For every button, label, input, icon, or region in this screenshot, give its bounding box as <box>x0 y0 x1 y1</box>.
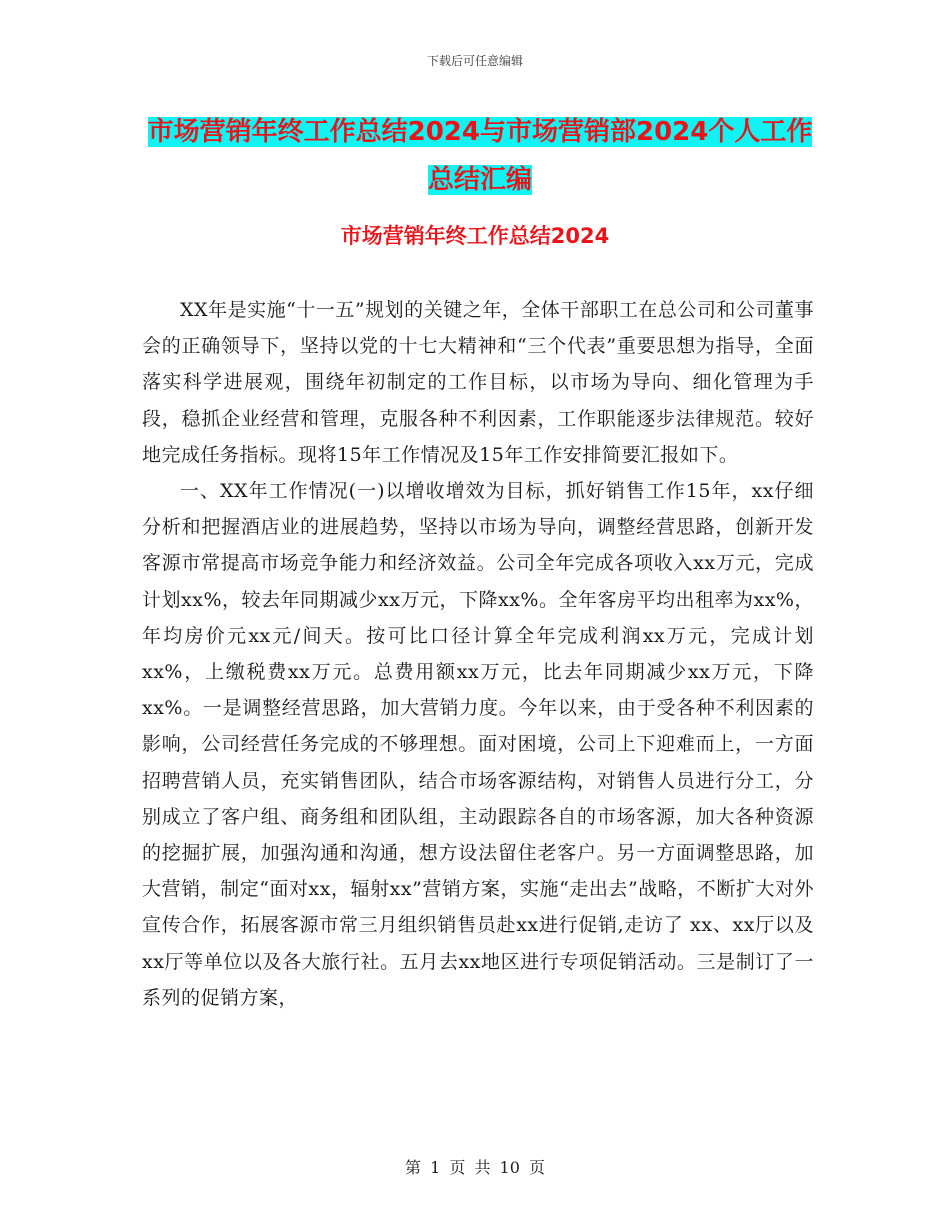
header-note: 下载后可任意编辑 <box>426 54 523 68</box>
body-paragraph: XX年是实施“十一五”规划的关键之年，全体干部职工在总公司和公司董事会的正确领导下，坚持以党的十七大精神和“三个代表”重要思想为指导，全面落实科学进展观，围绕年初制定的工作目标，以市场为导向、细化管理为手段，稳抓企业经营和管理，克服各种不利因素，工作职能逐步法律规范。较好地完成任务指标。现将15年工作情况及15年工作安排简要汇报如下。 <box>142 299 814 466</box>
document-title-text: 市场营销年终工作总结2024与市场营销部2024个人工作总结汇编 <box>147 117 813 195</box>
document-title <box>140 108 820 204</box>
document-body <box>142 292 814 1016</box>
body-paragraph: 一、XX年工作情况(一)以增收增效为目标，抓好销售工作15年，xx仔细分析和把握酒店业的进展趋势，坚持以市场为导向，调整经营思路，创新开发客源市常提高市场竞争能力和经济效益。公司全年完成各项收入xx万元，完成计划xx%，较去年同期减少xx万元，下降xx%。全年客房平均出租率为xx%，年均房价元xx元/间天。按可比口径计算全年完成利润xx万元，完成计划xx%，上缴税费xx万元。总费用额xx万元，比去年同期减少xx万元，下降xx%。一是调整经营思路，加大营销力度。今年以来，由于受各种不利因素的影响，公司经营任务完成的不够理想。面对困境，公司上下迎难而上，一方面招聘营销人员，充实销售团队，结合市场客源结构，对销售人员进行分工，分别成立了客户组、商务组和团队组，主动跟踪各自的市场客源，加大各种资源的挖掘扩展，加强沟通和沟通，想方设法留住老客户。另一方面调整思路，加大营销，制定“面对xx，辐射xx”营销方案，实施“走出去”战略，不断扩大对外宣传合作，拓展客源市常三月组织销售员赴xx进行促销,走访了 xx、xx厅以及xx厅等单位以及各大旅行社。五月去xx地区进行专项促销活动。三是制订了一系列的促销方案， <box>142 480 814 1009</box>
page-footer: 第 1 页 共 10 页 <box>405 1158 545 1177</box>
section-title: 市场营销年终工作总结2024 <box>340 224 610 248</box>
